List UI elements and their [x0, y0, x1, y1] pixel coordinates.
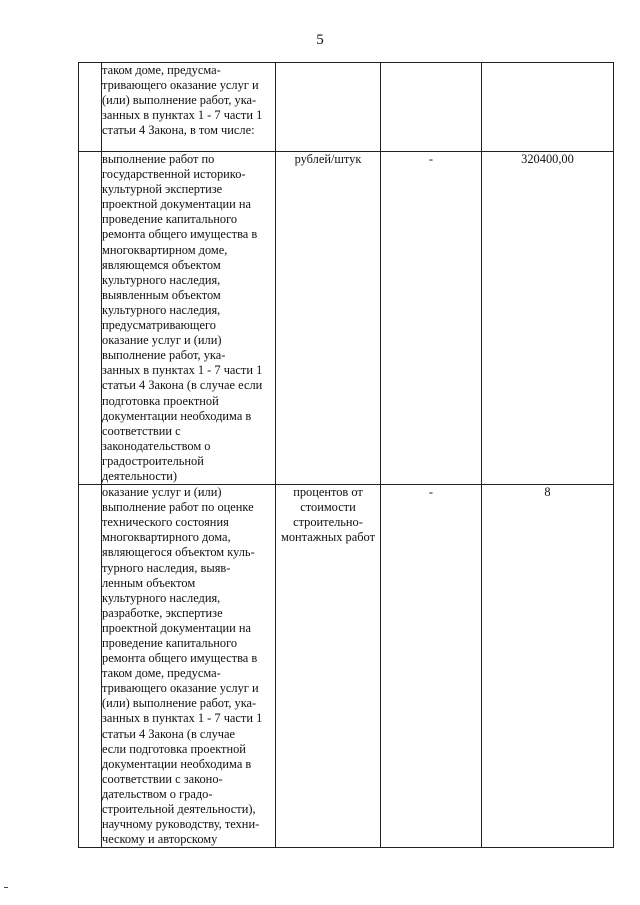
- description-line: являющегося объектом куль-: [102, 545, 255, 560]
- description-line: оказание услуг и (или): [102, 333, 222, 348]
- description-line: документации необходима в: [102, 408, 252, 423]
- max-value-cell: 320400,00: [482, 152, 614, 485]
- description-line: проектной документации на: [102, 197, 252, 212]
- description-line: культурного наследия,: [102, 590, 221, 605]
- description-line: подготовка проектной: [102, 393, 219, 408]
- description-line: выполнение работ по: [102, 152, 215, 166]
- scan-mark: [4, 887, 8, 888]
- description-line: таком доме, предусма-: [102, 666, 221, 681]
- unit-cell: [276, 63, 381, 152]
- min-value-cell: -: [381, 152, 482, 485]
- description-line: тривающего оказание услуг и: [102, 78, 259, 93]
- description-line: статьи 4 Закона, в том числе:: [102, 123, 255, 138]
- unit-cell: [276, 152, 381, 485]
- description-line: таком доме, предусма-: [102, 63, 221, 77]
- description-line: (или) выполнение работ, ука-: [102, 696, 257, 711]
- description-line: научному руководству, техни-: [102, 817, 260, 832]
- description-line: проведение капитального: [102, 212, 238, 227]
- description-line: выявленным объектом: [102, 287, 221, 302]
- description-line: разработке, экспертизе: [102, 605, 223, 620]
- description-line: занных в пунктах 1 - 7 части 1: [102, 711, 263, 726]
- unit-line: рублей/штук: [294, 152, 362, 166]
- tariff-table: [78, 62, 614, 848]
- description-line: выполнение работ по оценке: [102, 500, 254, 515]
- unit-cell: [276, 485, 381, 848]
- description-line: статьи 4 Закона (в случае: [102, 726, 236, 741]
- description-line: государственной историко-: [102, 167, 246, 182]
- description-line: проектной документации на: [102, 620, 252, 635]
- description-line: дательством о градо-: [102, 786, 213, 801]
- description-line: выполнение работ, ука-: [102, 348, 226, 363]
- description-line: являющемся объектом: [102, 257, 221, 272]
- min-value-cell: -: [381, 485, 482, 848]
- number-cell: [79, 63, 102, 152]
- unit-line: процентов от: [293, 485, 363, 500]
- number-cell: [79, 485, 102, 848]
- description-line: законодательством о: [102, 438, 211, 453]
- unit-line: строительно-: [293, 515, 363, 530]
- description-line: ческому и авторскому: [102, 832, 218, 847]
- description-line: оказание услуг и (или): [102, 485, 222, 500]
- number-cell: [79, 152, 102, 485]
- description-line: ремонта общего имущества в: [102, 651, 258, 666]
- unit-line: монтажных работ: [281, 530, 375, 545]
- description-line: градостроительной: [102, 453, 204, 468]
- description-line: соответствии с законо-: [102, 771, 223, 786]
- description-line: турного наследия, выяв-: [102, 560, 231, 575]
- table-row: [79, 152, 614, 485]
- min-value-cell: [381, 63, 482, 152]
- page-number: 5: [316, 32, 324, 48]
- max-value-cell: 8: [482, 485, 614, 848]
- description-cell: [102, 152, 276, 485]
- description-line: статьи 4 Закона (в случае если: [102, 378, 263, 393]
- max-value-cell: [482, 63, 614, 152]
- description-line: проведение капитального: [102, 636, 238, 650]
- description-line: технического состояния: [102, 515, 229, 530]
- description-line: тривающего оказание услуг и: [102, 681, 259, 696]
- description-line: предусматривающего: [102, 318, 216, 333]
- description-line: документации необходима в: [102, 756, 252, 771]
- description-line: многоквартирном доме,: [102, 242, 228, 257]
- table-row: [79, 485, 614, 848]
- description-cell: [102, 63, 276, 152]
- description-line: культурного наследия,: [102, 272, 221, 287]
- description-cell: [102, 485, 276, 848]
- unit-line: стоимости: [300, 500, 356, 515]
- description-line: если подготовка проектной: [102, 741, 246, 756]
- description-line: культурной экспертизе: [102, 182, 223, 197]
- description-line: (или) выполнение работ, ука-: [102, 93, 257, 108]
- description-line: занных в пунктах 1 - 7 части 1: [102, 363, 263, 378]
- description-line: ленным объектом: [102, 575, 196, 590]
- description-line: занных в пунктах 1 - 7 части 1: [102, 108, 263, 123]
- description-line: деятельности): [102, 468, 178, 483]
- description-line: соответствии с: [102, 423, 181, 438]
- description-line: культурного наследия,: [102, 302, 221, 317]
- description-line: ремонта общего имущества в: [102, 227, 258, 242]
- description-line: строительной деятельности),: [102, 802, 256, 817]
- description-line: многоквартирного дома,: [102, 530, 231, 545]
- table-row: [79, 63, 614, 152]
